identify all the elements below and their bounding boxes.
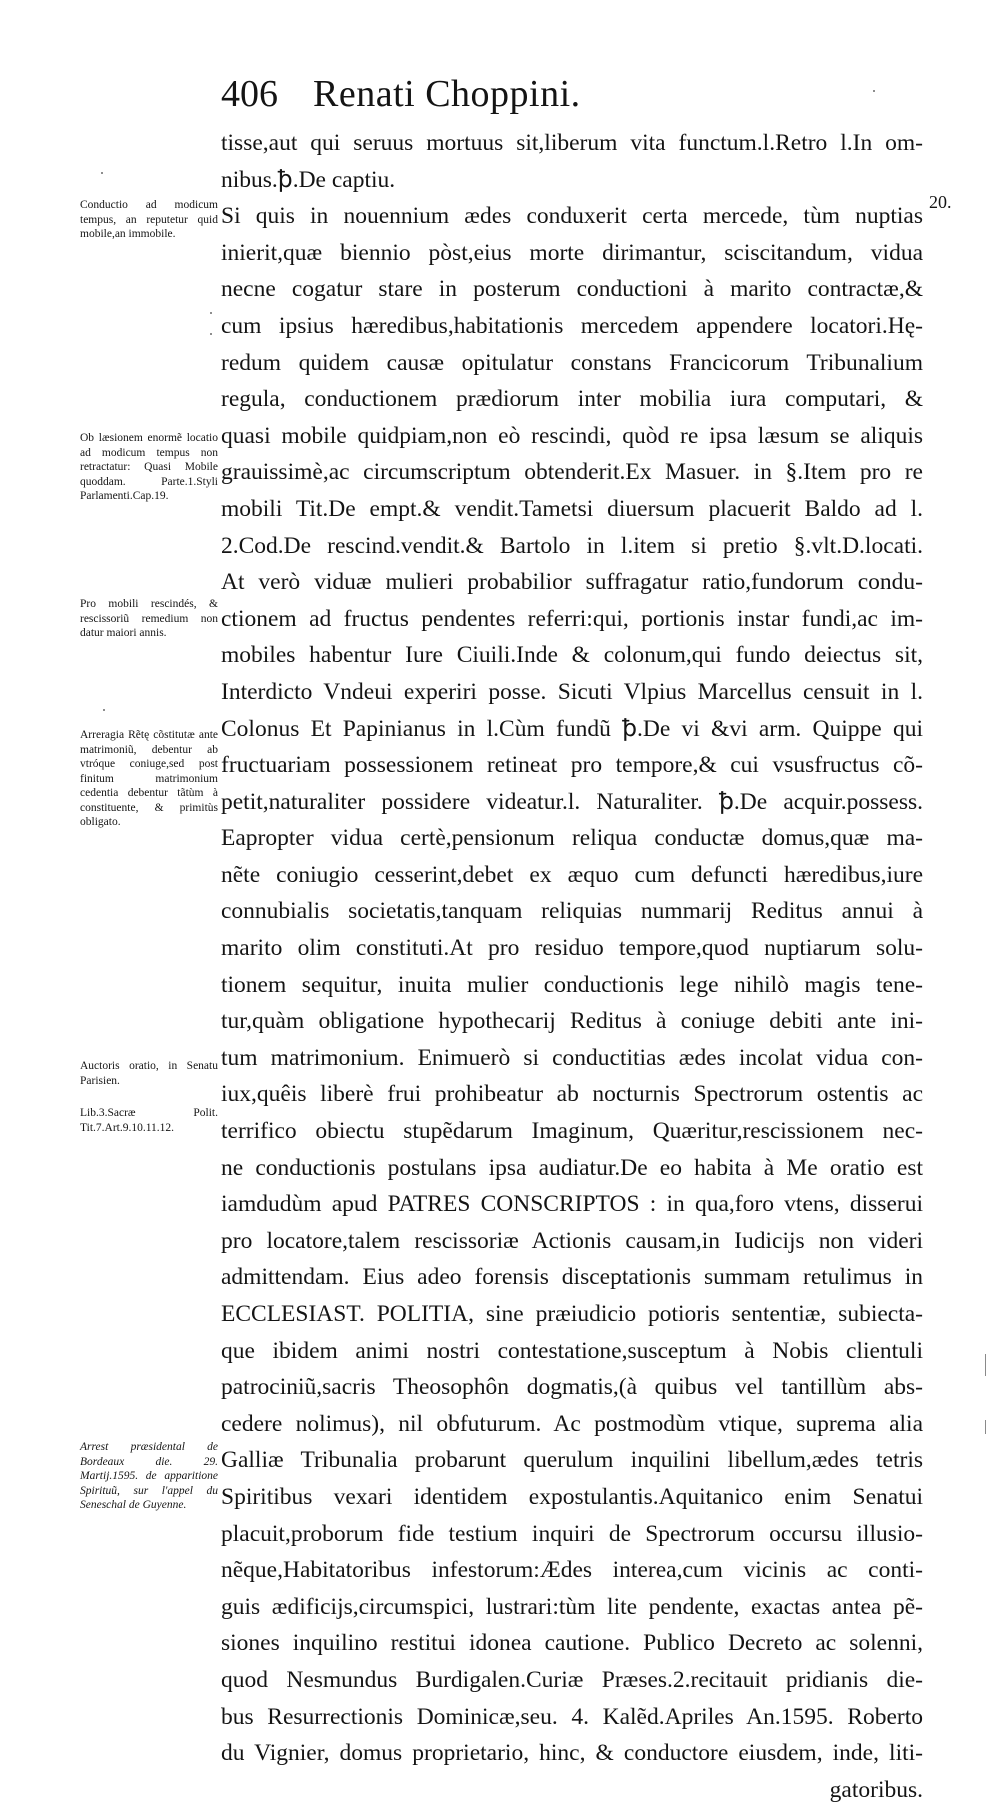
text-line: Spiritibus vexari identidem expostulantis.Aquitanico enim Senatui (221, 1483, 923, 1510)
margin-rule-mark (985, 1420, 986, 1434)
text-line: iamdudùm apud PATRES CONSCRIPTOS : in qua,foro vtens, disserui (221, 1191, 923, 1218)
text-line: connubialis societatis,tanquam reliquias nummarij Reditus annui à (221, 898, 923, 925)
page-header (221, 70, 741, 118)
ink-speck (210, 312, 212, 314)
ink-speck (210, 333, 212, 335)
text-line: cum ipsius hæredibus,habitationis mercedem appendere locatori.Hę- (221, 312, 923, 339)
text-line: Eapropter vidua certè,pensionum reliqua conductæ domus,quæ ma- (221, 825, 923, 852)
text-line: petit,naturaliter possidere videatur.l. Naturaliter. ꝥ.De acquir.possess. (221, 788, 923, 815)
text-line: tur,quàm obligatione hypothecarij Reditus à coniuge debiti ante ini- (221, 1008, 923, 1035)
text-line: mobili Tit.De empt.& vendit.Tametsi diuersum placuerit Baldo ad l. (221, 495, 923, 522)
margin-rule-mark (985, 1354, 986, 1376)
text-line: cedere nolimus), nil obfuturum. Ac postmodùm vtique, suprema alia (221, 1410, 923, 1437)
text-line: patrociniũ,sacris Theosophôn dogmatis,(à quibus vel tantillùm abs- (221, 1374, 923, 1401)
text-line: que ibidem animi nostri contestatione,susceptum à Nobis clientuli (221, 1337, 923, 1364)
text-line: placuit,proborum fide testium inquiri de Spectrorum occursu illusio- (221, 1520, 923, 1547)
text-line: necne cogatur stare in posterum conductioni à marito contractæ,& (221, 276, 923, 303)
margin-section-number: 20. (929, 192, 952, 212)
ink-speck (101, 172, 103, 174)
text-line: guis ædificijs,circumspici, lustrari:tùm lite pendente, exactas antea pẽ- (221, 1593, 923, 1620)
text-line: Interdicto Vndeui experiri posse. Sicuti Vlpius Marcellus censuit in l. (221, 678, 923, 705)
text-line: regula, conductionem prædiorum inter mobilia iura computari, & (221, 386, 923, 413)
text-line: grauissimè,ac circumscriptum obtenderit.Ex Masuer. in §.Item pro re (221, 459, 923, 486)
text-line: quod Nesmundus Burdigalen.Curiæ Præses.2.recitauit pridianis die- (221, 1666, 923, 1693)
margin-note: Pro mobili rescindés, & rescissoriũ remedium non datur maiori annis. (80, 598, 218, 639)
text-line: tionem sequitur, inuita mulier conductionis lege nihilò magis tene- (221, 971, 923, 998)
body-text (221, 125, 923, 1808)
text-line: fructuariam possessionem retineat pro tempore,& cui vsusfructus cõ- (221, 752, 923, 779)
margin-note: Arreragia Rẽtę cõstitutæ ante matrimoniũ, debentur ab vtróque coniuge,sed post finitum matrimonium cedentia debentur tãtùm à constituente, & primitùs obligato. (80, 729, 218, 828)
text-line: ctionem ad fructus pendentes referri:qui, portionis instar fundi,ac im- (221, 605, 923, 632)
text-line: terrifico obiectu stupẽdarum Imaginum, Quæritur,rescissionem nec- (221, 1118, 923, 1145)
text-line: admittendam. Eius adeo forensis disceptationis summam retulimus in (221, 1264, 923, 1291)
text-line: bus Resurrectionis Dominicæ,seu. 4. Kalẽd.Apriles An.1595. Roberto (221, 1703, 923, 1730)
text-line: gatoribus. (829, 1776, 923, 1803)
text-line: 2.Cod.De rescind.vendit.& Bartolo in l.item si pretio §.vlt.D.locati. (221, 532, 923, 559)
margin-note: Auctoris oratio, in Senatu Parisien. (80, 1060, 218, 1087)
text-line: Galliæ Tribunalia probarunt querulum inquilini libellum,ædes tetris (221, 1447, 923, 1474)
text-line: pro locatore,talem rescissoriæ Actionis causam,in Iudicijs non videri (221, 1227, 923, 1254)
text-line: inierit,quæ biennio pòst,eius morte dirimantur, sciscitandum, vidua (221, 239, 923, 266)
text-line: redum quidem causæ opitulatur constans Francicorum Tribunalium (221, 349, 923, 376)
text-line: iux,quêis liberè frui prohibeatur ab nocturnis Spectrorum ostentis ac (221, 1081, 923, 1108)
text-line: ne conductionis postulans ipsa audiatur.De eo habita à Me oratio est (221, 1154, 923, 1181)
text-line: quasi mobile quidpiam,non eò rescindi, quòd re ipsa læsum se aliquis (221, 422, 923, 449)
margin-note: Arrest præsidental de Bordeaux die. 29. Martij.1595. de apparitione Spirituũ, sur l'appel du Seneschal de Guyenne. (80, 1441, 218, 1511)
margin-note: Lib.3.Sacræ Polit. Tit.7.Art.9.10.11.12. (80, 1107, 218, 1134)
text-line: Si quis in nouennium ædes conduxerit certa mercede, tùm nuptias (221, 203, 923, 230)
running-title: Renati Choppini. (313, 73, 581, 115)
text-line: ECCLESIAST. POLITIA, sine præiudicio potioris sententiæ, subiecta- (221, 1301, 923, 1327)
text-line: mobiles habentur Iure Ciuili.Inde & colonum,qui fundo deiectus sit, (221, 642, 923, 669)
text-line: At verò viduæ mulieri probabilior suffragatur ratio,fundorum condu- (221, 569, 923, 596)
ink-speck (873, 90, 875, 92)
ink-speck (103, 709, 105, 711)
text-line: tisse,aut qui seruus mortuus sit,liberum vita functum.l.Retro l.In om- (221, 130, 923, 156)
text-line: siones inquilino restitui idonea cautione. Publico Decreto ac solenni, (221, 1630, 923, 1657)
text-line: nibus.ꝥ.De captiu. (221, 166, 396, 193)
text-line: nẽte coniugio cesserint,debet ex æquo cum defuncti hæredibus,iure (221, 861, 923, 888)
text-line: tum matrimonium. Enimuerò si conductitias ædes incolat vidua con- (221, 1044, 923, 1071)
page-number: 406 (221, 73, 278, 115)
margin-note: Conductio ad modicum tempus, an reputetur quid mobile,an immobile. (80, 199, 218, 240)
text-line: du Vignier, domus proprietario, hinc, & conductore eiusdem, inde, liti- (221, 1740, 923, 1767)
margin-note: Ob læsionem enormẽ locatio ad modicum tempus non retractatur: Quasi Mobile quoddam. Parte.1.Styli Parlamenti.Cap.19. (80, 432, 218, 502)
text-line: marito olim constituti.At pro residuo tempore,quod nuptiarum solu- (221, 935, 923, 962)
text-line: nẽque,Habitatoribus infestorum:Ædes interea,cum vicinis ac conti- (221, 1557, 923, 1584)
text-line: Colonus Et Papinianus in l.Cùm fundũ ꝥ.De vi &vi arm. Quippe qui (221, 715, 923, 742)
